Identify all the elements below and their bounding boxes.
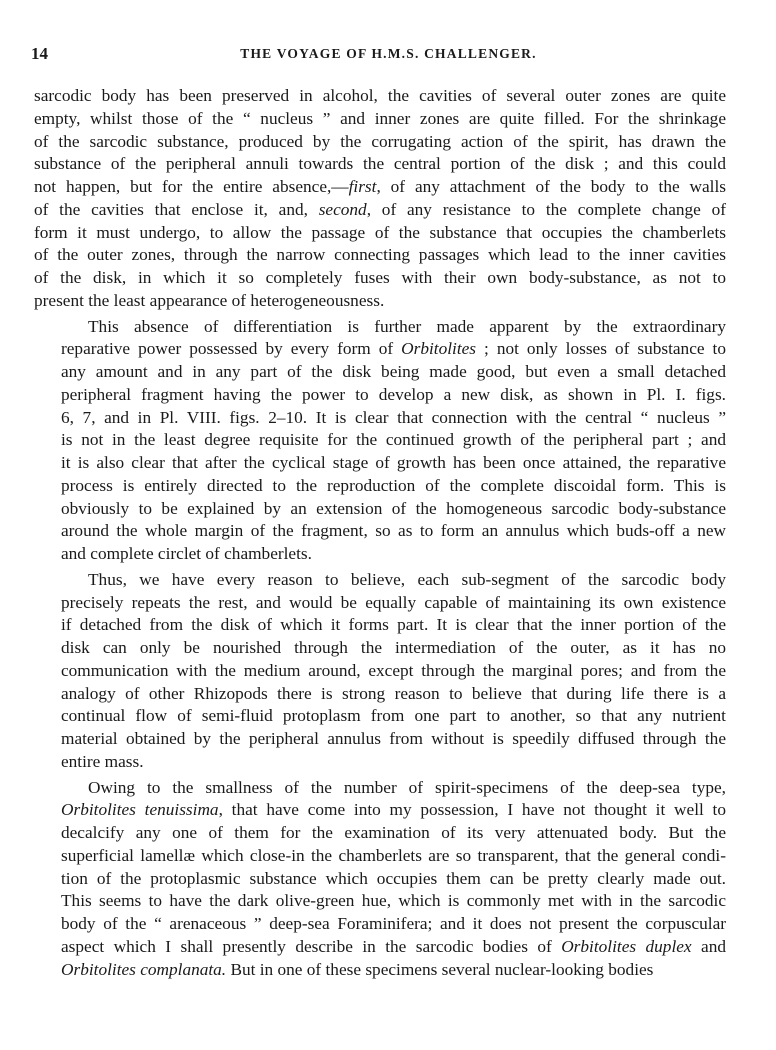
italic-term: first — [348, 177, 377, 196]
text-line: around the whole margin of the fragment, so as to form an annulus which buds-off a new — [61, 521, 726, 541]
text-line: body of the “ arenaceous ” deep-sea Foraminifera; and it does not present the corpuscular — [61, 914, 726, 933]
text-line: This absence of differentiation is further made apparent by the extraordinary — [88, 316, 726, 336]
text-line: of the outer zones, through the narrow connecting passages which lead to the inner cavities — [34, 245, 726, 265]
paragraph — [34, 569, 726, 774]
italic-term: Orbitolites tenuissima — [61, 800, 219, 820]
text-line: sarcodic body has been preserved in alcohol, the cavities of several outer zones are quite — [34, 86, 726, 105]
body-text — [34, 85, 726, 984]
text-line: reparative power possessed by every form of Orbitolites ; not only losses of substance to — [61, 339, 726, 359]
page-header — [31, 44, 726, 66]
text-line: 6, 7, and in Pl. VIII. figs. 2–10. It is clear that connection with the central “ nucleus ” — [61, 407, 726, 427]
paragraph — [34, 777, 726, 982]
text-line: This seems to have the dark olive-green hue, which is commonly met with in the sarcodic — [61, 891, 726, 911]
text-line: form it must undergo, to allow the passage of the substance that occupies the chamberlets — [34, 222, 726, 242]
text-line: continual flow of semi-fluid protoplasm from one part to another, so that any nutrient — [61, 706, 726, 726]
text-line: decalcify any one of them for the examination of its very attenuated body. But the — [61, 823, 726, 842]
italic-term: Orbitolites duplex — [561, 936, 692, 956]
text-line: of the disk, in which it so completely fuses with their own body-substance, as not to — [34, 268, 726, 287]
text-line: process is entirely directed to the reproduction of the complete discoidal form. This is — [61, 475, 726, 495]
text-line: any amount and in any part of the disk being made good, but even a small detached — [61, 362, 726, 381]
text-line: Orbitolites complanata. But in one of these specimens several nuclear-looking bodies — [61, 959, 654, 979]
text-line: aspect which I shall presently describe in the sarcodic bodies of Orbitolites duplex and — [61, 936, 727, 956]
text-line: and complete circlet of chamberlets. — [61, 544, 312, 563]
italic-term: Orbitolites complanata. — [61, 959, 227, 979]
text-line: is not in the least degree requisite for the continued growth of the peripheral part ; and — [61, 430, 726, 450]
text-line: Thus, we have every reason to believe, each sub-segment of the sarcodic body — [88, 569, 726, 589]
text-line: of the cavities that enclose it, and, second, of any resistance to the complete change of — [34, 199, 726, 219]
text-line: peripheral fragment having the power to develop a new disk, as shown in Pl. I. figs. — [61, 384, 726, 404]
text-line: substance of the peripheral annuli towards the central portion of the disk ; and this could — [34, 154, 726, 174]
text-line: it is also clear that after the cyclical stage of growth has been once attained, the reparative — [61, 453, 726, 472]
text-line: superficial lamellæ which close-in the chamberlets are so transparent, that the general condi- — [61, 845, 726, 865]
text-line: Orbitolites tenuissima, that have come into my possession, I have not thought it well to — [61, 800, 726, 820]
text-line: if detached from the disk of which it forms part. It is clear that the inner portion of the — [61, 615, 726, 635]
page-number: 14 — [31, 44, 48, 63]
italic-term: Orbitolites — [401, 339, 477, 359]
text-line: of the sarcodic substance, produced by the corrugating action of the spirit, has drawn the — [34, 131, 726, 151]
running-title: THE VOYAGE OF H.M.S. CHALLENGER. — [240, 46, 537, 61]
text-line: obviously to be explained by an extension of the homogeneous sarcodic body-substance — [61, 498, 726, 518]
text-line: material obtained by the peripheral annulus from without is speedily diffused through the — [61, 729, 726, 748]
text-line: tion of the protoplasmic substance which occupies them can be pretty clearly made out. — [61, 868, 726, 888]
text-line: disk can only be nourished through the intermediation of the outer, as it has no — [61, 638, 726, 657]
paragraph — [34, 316, 726, 566]
text-line: present the least appearance of heterogeneousness. — [34, 290, 385, 310]
text-line: analogy of other Rhizopods there is strong reason to believe that during life there is a — [61, 683, 726, 703]
text-line: communication with the medium around, except through the marginal pores; and from the — [61, 660, 726, 680]
text-line: not happen, but for the entire absence,—first, of any attachment of the body to the walls — [34, 177, 726, 196]
text-line: entire mass. — [61, 751, 144, 771]
text-line: Owing to the smallness of the number of spirit-specimens of the deep-sea type, — [88, 777, 726, 797]
paragraph — [34, 85, 726, 313]
text-line: precisely repeats the rest, and would be equally capable of maintaining its own existence — [61, 592, 726, 612]
text-line: empty, whilst those of the “ nucleus ” and inner zones are quite filled. For the shrinkage — [34, 108, 726, 128]
italic-term: second — [318, 199, 367, 219]
